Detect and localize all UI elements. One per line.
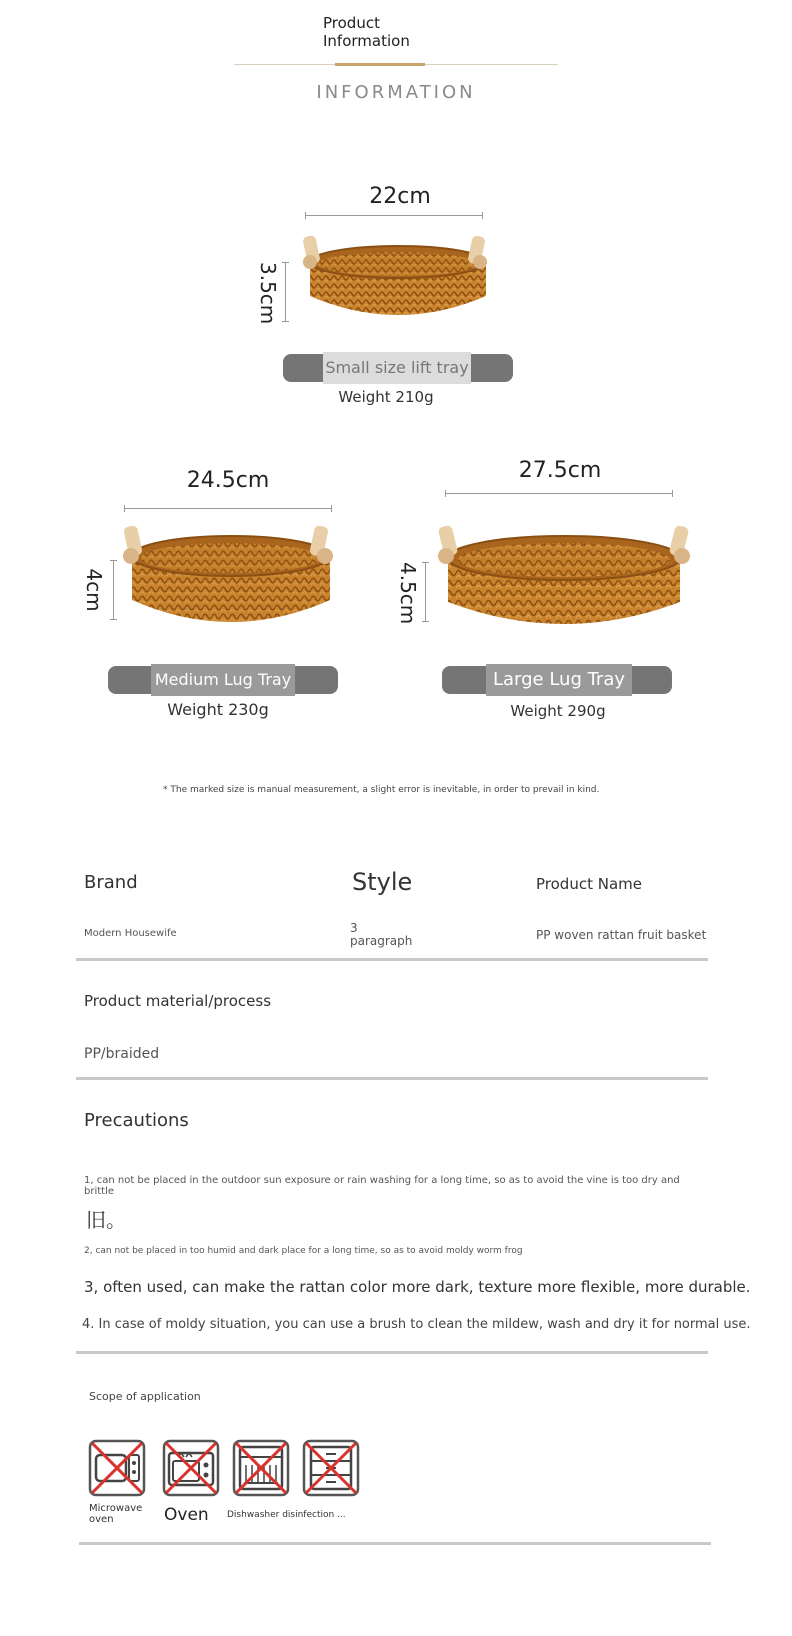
- precaution-item-2: 2, can not be placed in too humid and dark place for a long time, so as to avoid moldy worm frog: [84, 1246, 523, 1256]
- table-divider: [76, 1351, 708, 1354]
- medium-name-label: Medium Lug Tray: [151, 664, 295, 696]
- medium-height-line: [113, 560, 114, 620]
- small-width-line: [305, 215, 483, 216]
- small-tray-image: [300, 234, 496, 332]
- oven-label: Oven: [164, 1505, 209, 1525]
- medium-height-label: 4cm: [82, 568, 106, 612]
- precaution-item-3: 3, often used, can make the rattan color more dark, texture more flexible, more durable.: [84, 1278, 751, 1296]
- small-height-line: [285, 262, 286, 322]
- microwave-icon: [88, 1439, 146, 1497]
- page-title: Product Information: [323, 14, 410, 50]
- medium-weight: Weight 230g: [167, 700, 269, 719]
- section-heading: INFORMATION: [316, 82, 476, 103]
- small-weight: Weight 210g: [338, 388, 434, 406]
- precautions-title: Precautions: [84, 1110, 189, 1131]
- large-height-line: [425, 562, 426, 622]
- medium-tray-image: [122, 522, 340, 640]
- table-divider: [76, 1077, 708, 1080]
- table-divider: [79, 1542, 711, 1545]
- oven-icon: [162, 1439, 220, 1497]
- large-tray-image: [436, 518, 692, 642]
- medium-width-line: [124, 508, 332, 509]
- dishwasher-label: Dishwasher disinfection ...: [227, 1510, 346, 1520]
- precaution-item-4: 4. In case of moldy situation, you can use a brush to clean the mildew, wash and dry it for normal use.: [82, 1317, 751, 1332]
- style-label: Style: [352, 868, 413, 896]
- large-height-label: 4.5cm: [396, 562, 420, 625]
- dishwasher-icon: [232, 1439, 290, 1497]
- style-value: 3 paragraph: [350, 921, 413, 948]
- small-width-label: 22cm: [369, 184, 431, 209]
- material-value: PP/braided: [84, 1046, 160, 1062]
- small-height-label: 3.5cm: [256, 262, 280, 325]
- precaution-item-1-cont: 旧。: [86, 1208, 126, 1232]
- small-name-label: Small size lift tray: [323, 352, 471, 384]
- measurement-note: * The marked size is manual measurement, a slight error is inevitable, in order to prevail in kind.: [163, 785, 600, 795]
- brand-label: Brand: [84, 872, 138, 893]
- material-label: Product material/process: [84, 992, 272, 1010]
- disinfection-cabinet-icon: [302, 1439, 360, 1497]
- product-name-label: Product Name: [536, 875, 642, 893]
- large-width-line: [445, 493, 673, 494]
- scope-title: Scope of application: [89, 1390, 201, 1403]
- microwave-label: Microwave oven: [89, 1503, 143, 1525]
- brand-value: Modern Housewife: [84, 928, 177, 939]
- large-width-label: 27.5cm: [518, 458, 602, 483]
- precaution-item-1: 1, can not be placed in the outdoor sun exposure or rain washing for a long time, so as to avoid the vine is too dry and brittle: [84, 1175, 680, 1197]
- table-divider: [76, 958, 708, 961]
- large-weight: Weight 290g: [510, 702, 606, 720]
- product-name-value: PP woven rattan fruit basket: [536, 928, 707, 942]
- medium-width-label: 24.5cm: [186, 468, 270, 493]
- header-accent-bar: [335, 63, 425, 66]
- large-name-label: Large Lug Tray: [486, 664, 632, 696]
